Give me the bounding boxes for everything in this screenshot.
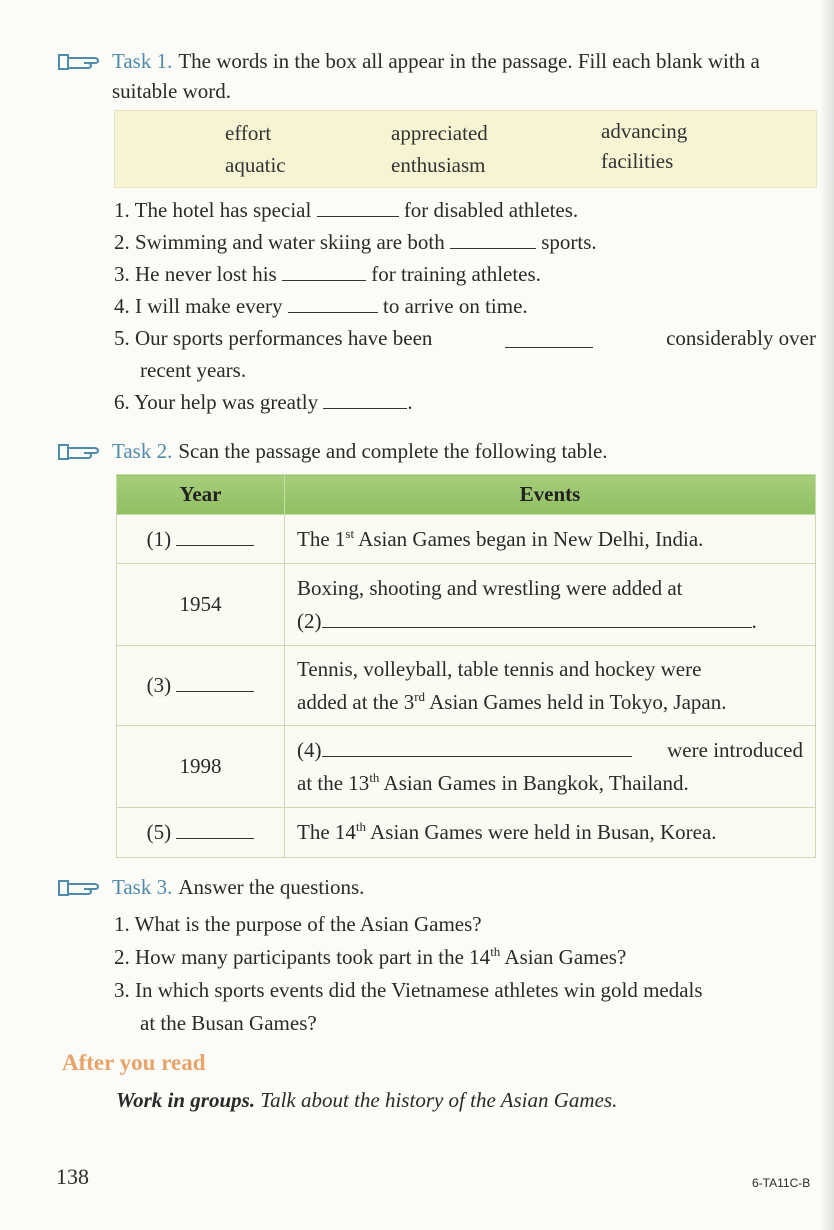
event-cell: (4) were introduced at the 13th Asian Games in Bangkok, Thailand. xyxy=(285,726,816,808)
word-effort: effort xyxy=(225,121,272,145)
table-row xyxy=(117,646,816,726)
task1-label: Task 1. xyxy=(112,49,173,73)
sentence-5-cont: recent years. xyxy=(140,358,247,382)
pointing-hand-icon xyxy=(58,50,102,72)
blank-2[interactable] xyxy=(450,229,536,249)
year-cell: (5) xyxy=(117,808,285,858)
blank-year-5[interactable] xyxy=(176,819,254,839)
after-you-read-heading: After you read xyxy=(62,1050,206,1075)
blank-1[interactable] xyxy=(317,197,399,217)
sentence-2: 2. Swimming and water skiing are both sports. xyxy=(114,230,597,254)
year-cell: (1) xyxy=(117,515,285,564)
word-aquatic: aquatic xyxy=(225,153,286,177)
task2-instruction: Scan the passage and complete the following table. xyxy=(178,439,608,463)
pointing-hand-icon xyxy=(58,876,102,898)
task1-sentences xyxy=(114,194,816,418)
blank-year-3[interactable] xyxy=(176,672,254,692)
word-appreciated: appreciated xyxy=(391,121,488,145)
year-cell: (3) xyxy=(117,646,285,726)
blank-4[interactable] xyxy=(322,737,632,757)
blank-4[interactable] xyxy=(288,293,378,313)
task3-heading xyxy=(58,872,364,902)
sentence-3: 3. He never lost his for training athletes. xyxy=(114,262,541,286)
task3-label: Task 3. xyxy=(112,875,173,899)
event-cell: The 14th Asian Games were held in Busan, Korea. xyxy=(285,808,816,858)
sentence-1: 1. The hotel has special for disabled athletes. xyxy=(114,198,579,222)
blank-2[interactable] xyxy=(322,608,752,628)
table-row xyxy=(117,515,816,564)
task1-heading xyxy=(58,46,818,106)
print-code: 6-TA11C-B xyxy=(752,1176,811,1190)
table-header-row xyxy=(117,475,816,515)
sentence-6: 6. Your help was greatly . xyxy=(114,390,413,414)
question-2: 2. How many participants took part in the 14th Asian Games? xyxy=(114,944,627,969)
blank-3[interactable] xyxy=(282,261,366,281)
year-cell: 1998 xyxy=(117,726,285,808)
page-number: 138 xyxy=(56,1164,89,1189)
group-work-instruction: Work in groups. Talk about the history of the Asian Games. xyxy=(116,1088,618,1112)
sentence-5: 5. Our sports performances have been considerably over xyxy=(114,326,816,350)
pointing-hand-icon xyxy=(58,440,102,462)
task3-instruction: Answer the questions. xyxy=(178,875,365,899)
sentence-4: 4. I will make every to arrive on time. xyxy=(114,294,528,318)
blank-year-1[interactable] xyxy=(176,526,254,546)
word-advancing: advancing xyxy=(601,119,688,143)
header-year: Year xyxy=(117,475,285,515)
table-row xyxy=(117,564,816,646)
word-box xyxy=(114,110,817,188)
question-3-cont: at the Busan Games? xyxy=(140,1011,317,1035)
task1-instruction: The words in the box all appear in the passage. Fill each blank with a suitable word. xyxy=(112,49,760,103)
year-cell: 1954 xyxy=(117,564,285,646)
blank-6[interactable] xyxy=(323,389,407,409)
table-row xyxy=(117,726,816,808)
table-row xyxy=(117,808,816,858)
header-events: Events xyxy=(285,475,816,515)
events-table xyxy=(116,474,816,858)
event-cell: The 1st Asian Games began in New Delhi, India. xyxy=(285,515,816,564)
word-facilities: facilities xyxy=(601,149,674,173)
word-enthusiasm: enthusiasm xyxy=(391,153,486,177)
blank-5[interactable] xyxy=(505,328,593,348)
task2-label: Task 2. xyxy=(112,439,173,463)
task2-heading xyxy=(58,436,608,466)
event-cell: Tennis, volleyball, table tennis and hockey were added at the 3rd Asian Games held in Tokyo, Japan. xyxy=(285,646,816,726)
page-edge-shadow xyxy=(820,0,834,1230)
task3-questions xyxy=(114,908,703,1040)
question-1: 1. What is the purpose of the Asian Games? xyxy=(114,912,482,936)
event-cell: Boxing, shooting and wrestling were added at (2) . xyxy=(285,564,816,646)
question-3: 3. In which sports events did the Vietnamese athletes win gold medals xyxy=(114,978,703,1002)
